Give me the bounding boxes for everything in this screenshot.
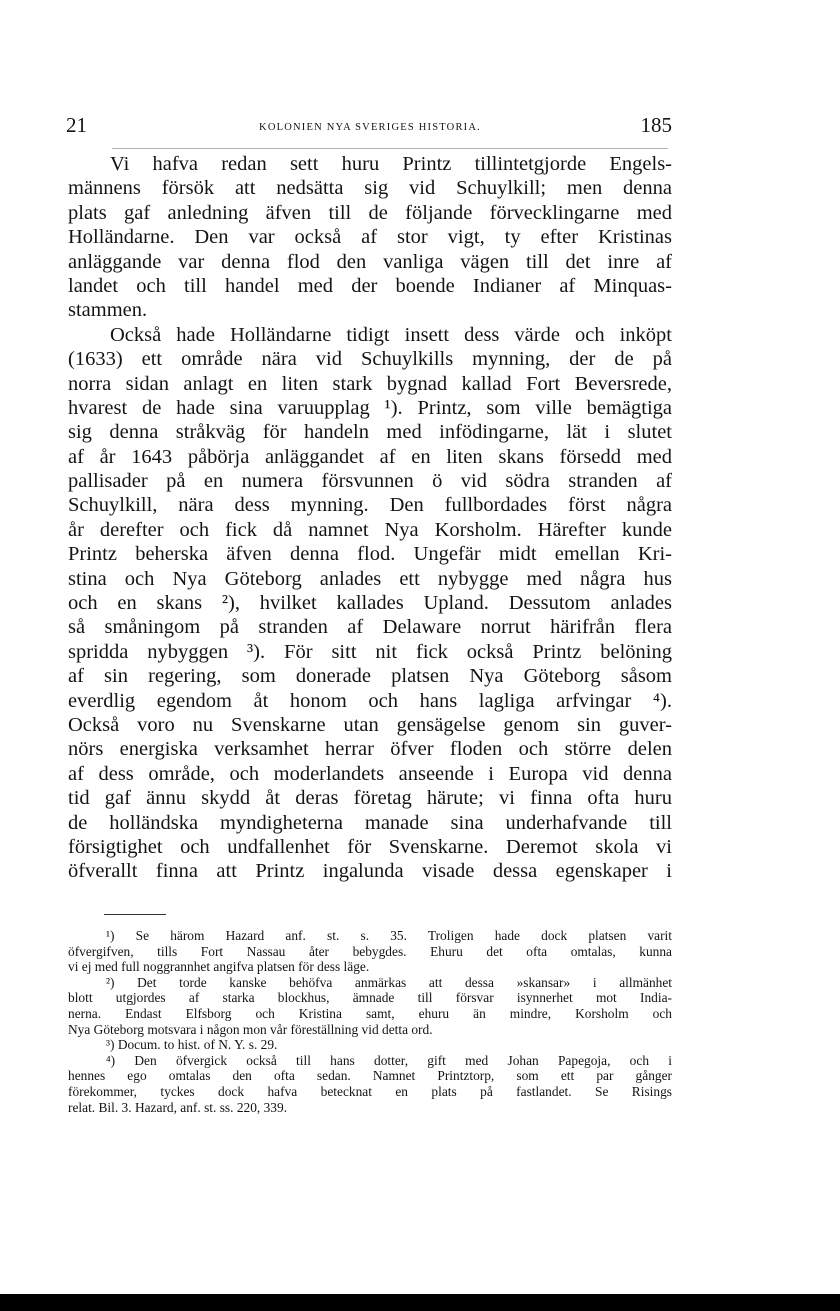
body-line: pallisader på en numera försvunnen ö vid södra stranden af xyxy=(68,470,672,493)
body-line: norra sidan anlagt en liten stark bygnad kallad Fort Beversrede, xyxy=(68,372,672,395)
body-line: år derefter och fick då namnet Nya Korsholm. Härefter kunde xyxy=(68,518,672,541)
body-line: männens försök att nedsätta sig vid Schuylkill; men denna xyxy=(68,177,672,200)
body-line: och en skans ²), hvilket kallades Upland. Dessutom anlades xyxy=(68,592,672,615)
body-line: öfverallt finna att Printz ingalunda visade dessa egenskaper i xyxy=(68,860,672,883)
body-line: hvarest de hade sina varuupplag ¹). Printz, som ville bemägtiga xyxy=(68,396,672,419)
footnote-line: Nya Göteborg motsvara i någon mon vår föreställning vid detta ord. xyxy=(68,1021,433,1037)
footnote-line: ³) Docum. to hist. of N. Y. s. 29. xyxy=(106,1037,278,1053)
footnote-rule xyxy=(104,914,166,915)
body-line: nörs energiska verksamhet herrar öfver floden och större delen xyxy=(68,738,672,761)
footnote-line: förekommer, tyckes dock hafva betecknat en plats på fastlandet. Se Risings xyxy=(68,1083,672,1099)
body-line: anläggande var denna flod den vanliga vägen till det inre af xyxy=(68,250,672,273)
page-header xyxy=(66,113,674,145)
body-line: plats gaf anledning äfven till de följande förvecklingarne med xyxy=(68,201,672,224)
body-line: stammen. xyxy=(68,299,148,322)
running-title: KOLONIEN NYA SVERIGES HISTORIA. xyxy=(259,122,481,133)
body-line: af sin regering, som donerade platsen Nya Göteborg såsom xyxy=(68,665,672,688)
footnotes xyxy=(68,928,672,1115)
body-line: försigtighet och undfallenhet för Svenskarne. Deremot skola vi xyxy=(68,835,672,858)
body-line: landet och till handel med der boende Indianer af Minquas- xyxy=(68,274,672,297)
footnote-line: ⁴) Den öfvergick också till hans dotter, gift med Johan Papegoja, och i xyxy=(106,1052,672,1068)
body-line: everdlig egendom åt honom och hans lagliga arfvingar ⁴). xyxy=(68,689,672,712)
body-line: Också voro nu Svenskarne utan gensägelse genom sin guver- xyxy=(68,713,672,736)
body-line: Printz beherska äfven denna flod. Ungefär midt emellan Kri- xyxy=(68,543,672,566)
footnote-line: ¹) Se härom Hazard anf. st. s. 35. Troligen hade dock platsen varit xyxy=(106,928,672,943)
footnote-line: relat. Bil. 3. Hazard, anf. st. ss. 220, 339. xyxy=(68,1099,288,1115)
header-rule xyxy=(112,148,668,149)
body-line: Också hade Holländarne tidigt insett dess värde och inköpt xyxy=(110,323,672,346)
body-line: de holländska myndigheterna manade sina underhafvande till xyxy=(68,811,672,834)
footnote-line: vi ej med full noggrannhet angifva platsen för dess läge. xyxy=(68,959,370,975)
body-text xyxy=(68,152,672,884)
footnote-line: hennes ego omtalas den ofta sedan. Namnet Printztorp, som ett par gånger xyxy=(68,1068,672,1084)
footnote-line: ²) Det torde kanske behöfva anmärkas att dessa »skansar» i allmänhet xyxy=(106,974,672,990)
body-line: sig denna stråkväg för handeln med infödingarne, lät i slutet xyxy=(68,421,672,444)
body-line: (1633) ett område nära vid Schuylkills mynning, der de på xyxy=(68,348,672,371)
page-number: 185 xyxy=(640,113,672,137)
signature-mark: 21 xyxy=(66,113,87,137)
body-line: Schuylkill, nära dess mynning. Den fullbordades först några xyxy=(68,494,672,517)
body-line: af dess område, och moderlandets anseende i Europa vid denna xyxy=(68,762,672,785)
body-line: spridda nybyggen ³). För sitt nit fick också Printz belöning xyxy=(68,640,672,663)
footnote-line: blott utgjordes af starka blockhus, ämnade till försvar isynnerhet mot India- xyxy=(68,990,672,1006)
body-line: så småningom på stranden af Delaware norrut härifrån flera xyxy=(68,616,672,639)
footnote-line: öfvergifven, tills Fort Nassau åter bebygdes. Ehuru det ofta omtalas, kunna xyxy=(68,943,672,959)
body-line: Vi hafva redan sett huru Printz tillintetgjorde Engels- xyxy=(110,153,672,175)
body-line: stina och Nya Göteborg anlades ett nybygge med några hus xyxy=(68,567,672,590)
footnote-line: nerna. Endast Elfsborg och Kristina samt, ehuru än mindre, Korsholm och xyxy=(68,1005,672,1021)
body-line: af år 1643 påbörja anläggandet af en liten skans försedd med xyxy=(68,445,672,468)
scan-bottom-edge xyxy=(0,1294,840,1311)
body-line: Holländarne. Den var också af stor vigt, ty efter Kristinas xyxy=(68,226,672,249)
body-line: tid gaf ännu skydd åt deras företag härute; vi finna ofta huru xyxy=(68,787,672,810)
